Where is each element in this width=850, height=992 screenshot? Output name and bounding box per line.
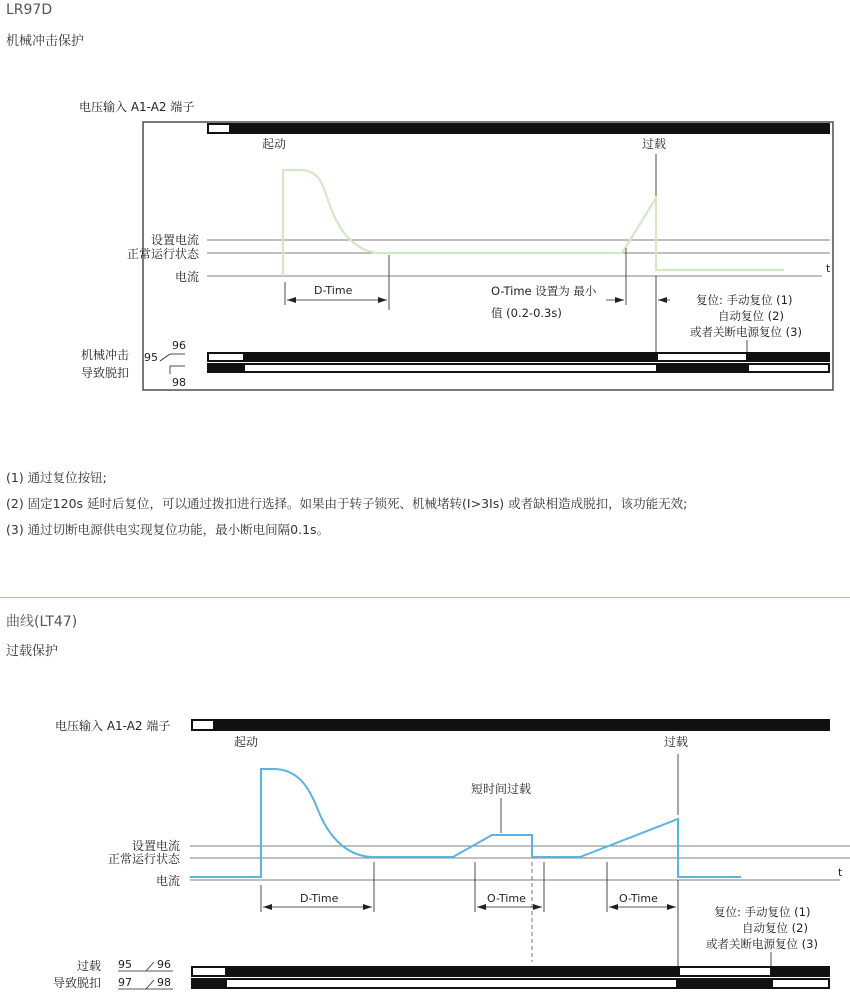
section1-subtitle: 机械冲击保护 xyxy=(6,34,85,49)
section2-subtitle: 过载保护 xyxy=(6,644,59,659)
input-label: 电压输入 A1-A2 端子 xyxy=(79,100,195,114)
input-bar xyxy=(207,123,830,134)
d-time-label-2: D-Time xyxy=(300,892,339,905)
term-95-2: 95 xyxy=(118,958,132,971)
term-95: 95 xyxy=(144,351,158,364)
term-98-2: 98 xyxy=(157,976,171,989)
d-time-label: D-Time xyxy=(314,284,353,297)
trip-label1: 机械冲击 xyxy=(80,348,129,362)
note-3: (3) 通过切断电源供电实现复位功能，最小断电间隔0.1s。 xyxy=(6,522,330,537)
trip-label1-2: 过载 xyxy=(76,959,101,973)
t-label: t xyxy=(826,262,831,275)
normal-label: 正常运行状态 xyxy=(126,247,199,261)
o-time-label-2a: O-Time xyxy=(487,892,526,905)
trip-label2-2: 导致脱扣 xyxy=(52,976,101,990)
input-bar-off xyxy=(209,125,229,132)
reset-line3-2: 或者关断电源复位 (3) xyxy=(706,937,818,951)
note-2: (2) 固定120s 延时后复位，可以通过拨扣进行选择。如果由于转子锁死、机械堵转(I>3Is) 或者缺相造成脱扣，该功能无效; xyxy=(6,496,688,511)
t-label-2: t xyxy=(838,866,843,879)
set-current-label-2: 设置电流 xyxy=(131,839,180,853)
section2-title: 曲线(LT47) xyxy=(6,614,78,630)
note-1: (1) 通过复位按钮; xyxy=(6,470,107,485)
reset-line1-2: 复位: 手动复位 (1) xyxy=(714,905,811,919)
start-label-2: 起动 xyxy=(234,735,259,749)
normal-label-2: 正常运行状态 xyxy=(107,852,180,866)
overload-label-2: 过载 xyxy=(664,735,689,749)
section1-title: LR97D xyxy=(6,2,53,18)
o-time-label: O-Time 设置为 最小 xyxy=(491,284,597,298)
reset-line2-2: 自动复位 (2) xyxy=(742,921,808,935)
reset-line3: 或者关断电源复位 (3) xyxy=(690,325,802,339)
current-label-2: 电流 xyxy=(155,874,180,888)
current-label: 电流 xyxy=(174,270,199,284)
reset-line1: 复位: 手动复位 (1) xyxy=(696,293,793,307)
input-bar-2-off xyxy=(193,721,213,729)
term-98: 98 xyxy=(172,376,186,389)
reset-line2: 自动复位 (2) xyxy=(718,309,784,323)
term-97-2: 97 xyxy=(118,976,132,989)
term-96-2: 96 xyxy=(157,958,171,971)
set-current-label: 设置电流 xyxy=(150,233,199,247)
overload-label: 过载 xyxy=(642,137,667,151)
input-bar-2 xyxy=(191,719,830,731)
section-separator xyxy=(0,597,850,598)
short-overload-label: 短时间过载 xyxy=(471,782,532,796)
current-curve xyxy=(283,170,784,276)
term-96: 96 xyxy=(172,339,186,352)
trip-label2: 导致脱扣 xyxy=(80,366,129,380)
start-label: 起动 xyxy=(262,137,287,151)
o-time-value: 值 (0.2-0.3s) xyxy=(491,306,562,320)
current-curve-2 xyxy=(190,769,741,877)
o-time-label-2b: O-Time xyxy=(619,892,658,905)
input-label-2: 电压输入 A1-A2 端子 xyxy=(55,719,171,733)
diagram1-frame xyxy=(143,122,833,390)
